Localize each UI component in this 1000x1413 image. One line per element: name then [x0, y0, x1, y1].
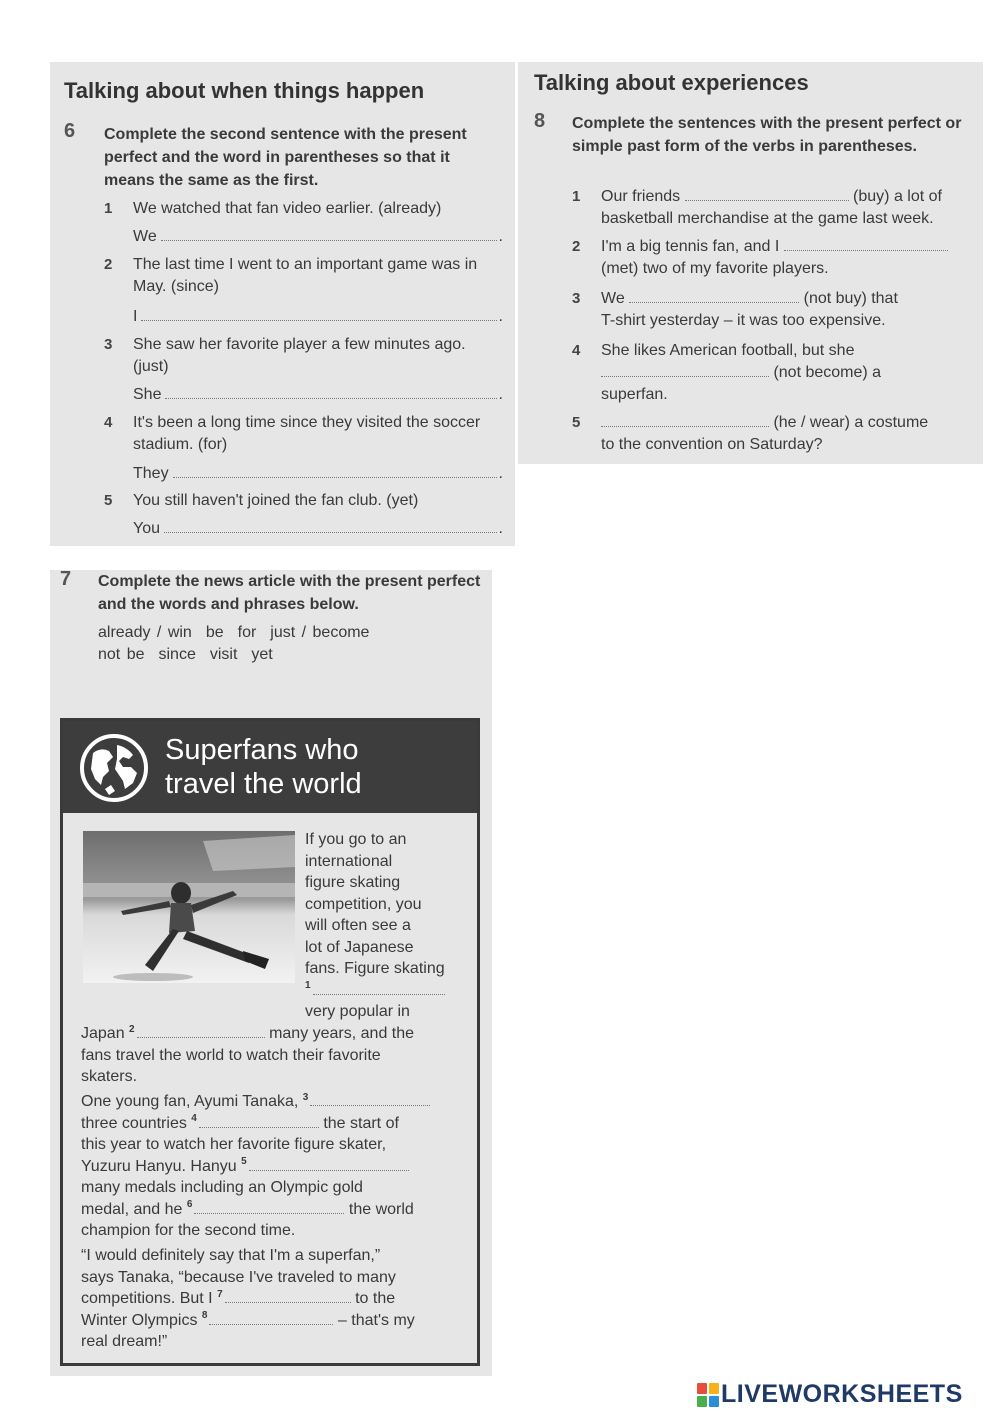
answer-start: She: [133, 386, 162, 403]
item-text-part: (buy) a lot of: [853, 188, 942, 205]
answer-end: .: [498, 520, 503, 537]
article-text: Yuzuru Hanyu. Hanyu: [81, 1157, 237, 1175]
word-bank-item: be: [205, 624, 224, 641]
article-text: to the: [355, 1290, 396, 1307]
exercise-number: 8: [534, 110, 546, 132]
item-text-part: (met) two of my favorite players.: [601, 260, 829, 277]
article-text: the start of: [323, 1114, 399, 1132]
article-text: One young fan, Ayumi Tanaka,: [81, 1093, 299, 1110]
article-text: Japan: [81, 1025, 125, 1042]
answer-end: .: [498, 228, 503, 245]
exercise-instruction: Complete the second sentence with the present perfect and the word in parentheses so that it means the same as the first.: [104, 126, 467, 189]
item-text-part: She likes American football, but she: [601, 342, 855, 359]
item-text-part: T-shirt yesterday – it was too expensive.: [601, 312, 886, 329]
item-number: 3: [104, 336, 113, 353]
item-number: 1: [104, 200, 113, 217]
article-title: [165, 733, 362, 801]
answer-line: [133, 518, 503, 540]
liveworksheets-logo[interactable]: [697, 1380, 963, 1409]
article-text: Winter Olympics: [81, 1311, 198, 1329]
article-text: medal, and he: [81, 1200, 183, 1218]
gap-number: 6: [186, 1199, 193, 1211]
item-text: [601, 288, 971, 332]
article-text: says Tanaka, “because I've traveled to many: [81, 1268, 396, 1286]
exercise-number: 7: [60, 568, 72, 590]
answer-input[interactable]: [685, 186, 849, 201]
item-number: 5: [572, 414, 581, 431]
word-bank-item: already / win: [98, 624, 192, 641]
answer-line: [133, 306, 503, 328]
answer-input[interactable]: [164, 531, 497, 533]
gap-number: 8: [201, 1310, 208, 1322]
answer-input[interactable]: [601, 362, 769, 377]
gap-input[interactable]: [313, 980, 445, 995]
item-number: 2: [572, 238, 581, 255]
article-text: champion for the second time.: [81, 1222, 296, 1239]
item-text: [601, 186, 971, 230]
item-text-part: superfan.: [601, 386, 668, 403]
item-prompt: She saw her favorite player a few minutes ago. (just): [133, 336, 466, 375]
answer-end: .: [498, 308, 503, 325]
item-text: [601, 412, 971, 456]
article-text: fans travel the world to watch their favorite: [81, 1046, 381, 1064]
article-line: figure skating: [305, 874, 401, 891]
item-number: 4: [572, 342, 581, 359]
item-prompt: You still haven't joined the fan club. (yet): [133, 492, 419, 509]
gap-number: 2: [129, 1023, 135, 1035]
article-line: If you go to an: [305, 831, 407, 848]
item-text-part: (he / wear) a costume: [773, 414, 929, 431]
article-text: this year to watch her favorite figure skater,: [81, 1136, 387, 1153]
answer-input[interactable]: [629, 288, 799, 303]
item-text: [601, 236, 971, 280]
item-text-part: (not become) a: [773, 364, 882, 381]
exercise-number: 6: [64, 120, 76, 142]
item-text: [601, 340, 971, 406]
article-paragraph-intro: [305, 829, 475, 1023]
item-text-part: Our friends: [601, 188, 681, 205]
item-text-part: (not buy) that: [803, 290, 898, 307]
item-prompt: It's been a long time since they visited the soccer stadium. (for): [133, 414, 481, 453]
gap-input[interactable]: [209, 1310, 333, 1325]
article-text: many medals including an Olympic gold: [81, 1179, 363, 1196]
item-number: 3: [572, 290, 581, 307]
word-bank-item: visit: [209, 646, 238, 663]
globe-icon: [79, 733, 149, 803]
item-text-part: to the convention on Saturday?: [601, 436, 823, 453]
answer-start: They: [133, 465, 169, 482]
gap-input[interactable]: [199, 1113, 319, 1128]
article-text: three countries: [81, 1114, 187, 1132]
answer-start: You: [133, 520, 160, 537]
answer-line: [133, 384, 503, 406]
item-text-part: I'm a big tennis fan, and I: [601, 238, 780, 255]
item-number: 1: [572, 188, 581, 205]
article-line: very popular in: [305, 1003, 410, 1020]
article-text: – that's my: [337, 1311, 415, 1329]
article-text: skaters.: [81, 1068, 138, 1085]
exercise-instruction: Complete the sentences with the present perfect or simple past form of the verbs in parentheses.: [572, 115, 962, 155]
item-number: 4: [104, 414, 113, 431]
item-number: 2: [104, 256, 113, 273]
gap-number: 7: [217, 1288, 223, 1300]
article-header: [63, 721, 477, 813]
gap-input[interactable]: [249, 1156, 409, 1171]
article-title-line: travel the world: [165, 768, 362, 800]
article-paragraph-3: [81, 1245, 473, 1353]
liveworksheets-logo-text: LIVEWORKSHEETS: [721, 1380, 963, 1408]
article-line: will often see a: [305, 917, 411, 934]
word-bank-item: not be: [98, 646, 145, 663]
answer-input[interactable]: [173, 476, 497, 478]
answer-start: We: [133, 228, 157, 245]
gap-input[interactable]: [225, 1288, 351, 1303]
article-paragraph-2: [81, 1091, 473, 1242]
gap-input[interactable]: [310, 1091, 430, 1106]
article-paragraph-1: [81, 1023, 473, 1088]
gap-number: 1: [305, 980, 311, 992]
word-bank-item: yet: [251, 646, 273, 663]
item-text-part: We: [601, 290, 625, 307]
gap-input[interactable]: [194, 1199, 344, 1214]
gap-input[interactable]: [137, 1023, 265, 1038]
article-line: international: [305, 852, 393, 870]
article-text: competitions. But I: [81, 1290, 213, 1307]
article-line: lot of Japanese: [305, 938, 414, 956]
word-bank-item: for: [237, 624, 257, 641]
item-prompt: The last time I went to an important game was in May. (since): [133, 256, 478, 295]
answer-end: .: [498, 386, 503, 403]
answer-input[interactable]: [784, 236, 948, 251]
news-article: [60, 718, 480, 1366]
exercise-instruction: Complete the news article with the present perfect and the words and phrases below.: [98, 573, 481, 613]
answer-end: .: [498, 465, 503, 482]
article-title-line: Superfans who: [165, 734, 359, 766]
word-bank-row: [98, 644, 287, 666]
answer-input[interactable]: [141, 319, 496, 321]
word-bank-item: just / become: [270, 624, 370, 641]
figure-skater-photo: [83, 831, 295, 983]
gap-number: 5: [241, 1156, 247, 1168]
article-text: real dream!”: [81, 1333, 168, 1350]
article-line: competition, you: [305, 895, 422, 913]
article-line: fans. Figure skating: [305, 960, 445, 977]
answer-start: I: [133, 308, 138, 325]
word-bank-row: [98, 622, 383, 644]
section-heading: Talking about experiences: [534, 70, 809, 95]
item-prompt: We watched that fan video earlier. (already): [133, 200, 442, 217]
answer-line: [133, 463, 503, 485]
article-text: “I would definitely say that I'm a superfan,”: [81, 1247, 381, 1264]
answer-input[interactable]: [161, 239, 497, 241]
answer-input[interactable]: [601, 412, 769, 427]
item-number: 5: [104, 492, 113, 509]
exercise-8-panel: [518, 62, 983, 464]
section-heading: Talking about when things happen: [64, 78, 425, 103]
article-text: the world: [348, 1200, 414, 1218]
answer-line: [133, 226, 503, 248]
answer-input[interactable]: [165, 397, 496, 399]
gap-number: 3: [302, 1091, 309, 1103]
article-text: many years, and the: [269, 1025, 415, 1042]
liveworksheets-logo-icon: [697, 1383, 719, 1407]
exercise-6-panel: [50, 62, 515, 546]
item-text-part: basketball merchandise at the game last week.: [601, 210, 934, 227]
word-bank-item: since: [158, 646, 196, 663]
gap-number: 4: [191, 1113, 197, 1125]
